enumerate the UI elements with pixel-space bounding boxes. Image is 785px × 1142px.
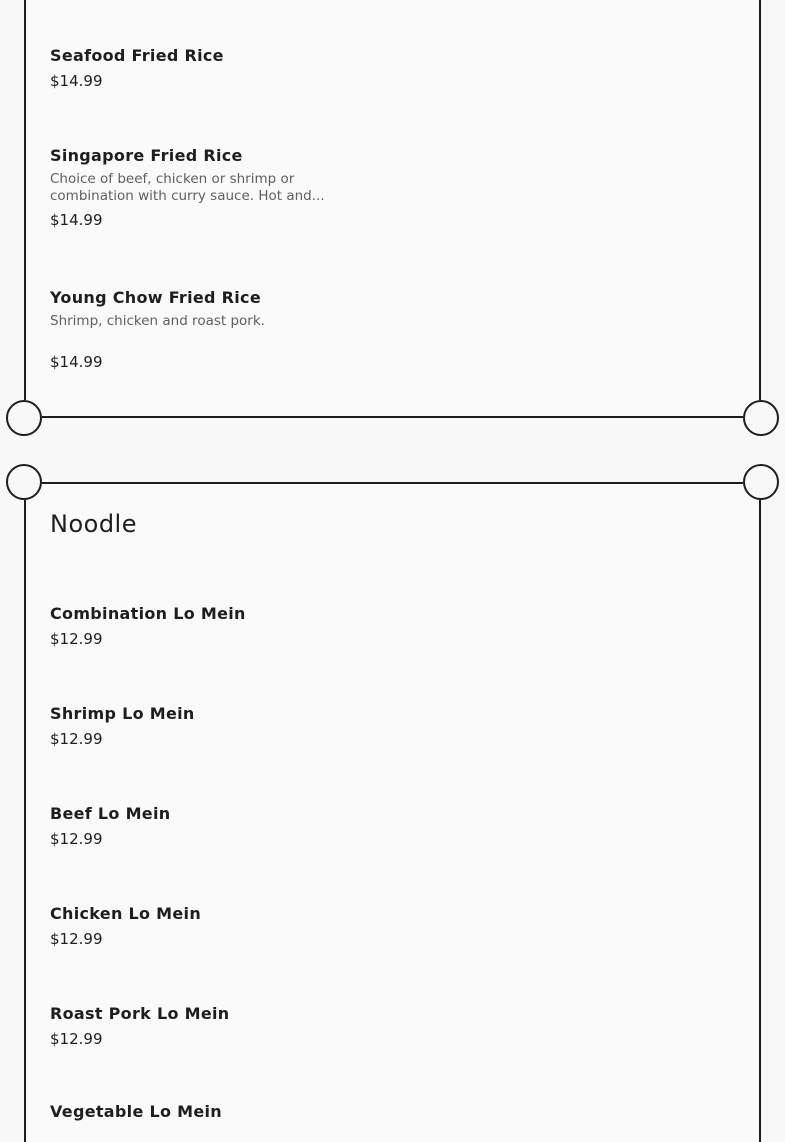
menu-item-price: $14.99 (50, 353, 103, 371)
menu-item-roast-pork-lo-mein[interactable] (50, 1004, 370, 1049)
fried-rice-section-card (24, 0, 761, 418)
menu-item-price: $12.99 (50, 830, 103, 848)
menu-item-name: Beef Lo Mein (50, 804, 171, 823)
menu-item-description: Shrimp, chicken and roast pork. (50, 313, 265, 329)
menu-item-name: Singapore Fried Rice (50, 146, 243, 165)
menu-item-price: $12.99 (50, 630, 103, 648)
menu-item-chicken-lo-mein[interactable] (50, 904, 370, 949)
menu-item-name: Shrimp Lo Mein (50, 704, 195, 723)
menu-item-name: Combination Lo Mein (50, 604, 246, 623)
menu-item-shrimp-lo-mein[interactable] (50, 704, 370, 749)
menu-item-vegetable-lo-mein[interactable] (50, 1102, 370, 1122)
menu-item-price: $14.99 (50, 72, 103, 90)
menu-item-price: $12.99 (50, 1030, 103, 1048)
section-title: Noodle (50, 510, 137, 538)
menu-item-combination-lo-mein[interactable] (50, 604, 370, 649)
menu-item-name: Chicken Lo Mein (50, 904, 202, 923)
menu-item-name: Young Chow Fried Rice (50, 288, 261, 307)
menu-item-singapore-fried-rice[interactable] (50, 146, 370, 230)
menu-item-name: Seafood Fried Rice (50, 46, 224, 65)
menu-item-price: $12.99 (50, 730, 103, 748)
menu-item-price: $14.99 (50, 211, 103, 229)
menu-item-beef-lo-mein[interactable] (50, 804, 370, 849)
menu-item-name: Vegetable Lo Mein (50, 1102, 222, 1121)
menu-item-seafood-fried-rice[interactable] (50, 46, 370, 91)
menu-item-price: $12.99 (50, 930, 103, 948)
menu-item-description: Choice of beef, chicken or shrimp or combination with curry sauce. Hot and... (50, 171, 325, 204)
menu-item-young-chow-fried-rice[interactable] (50, 288, 370, 372)
menu-item-name: Roast Pork Lo Mein (50, 1004, 230, 1023)
noodle-section-card (24, 482, 761, 1142)
